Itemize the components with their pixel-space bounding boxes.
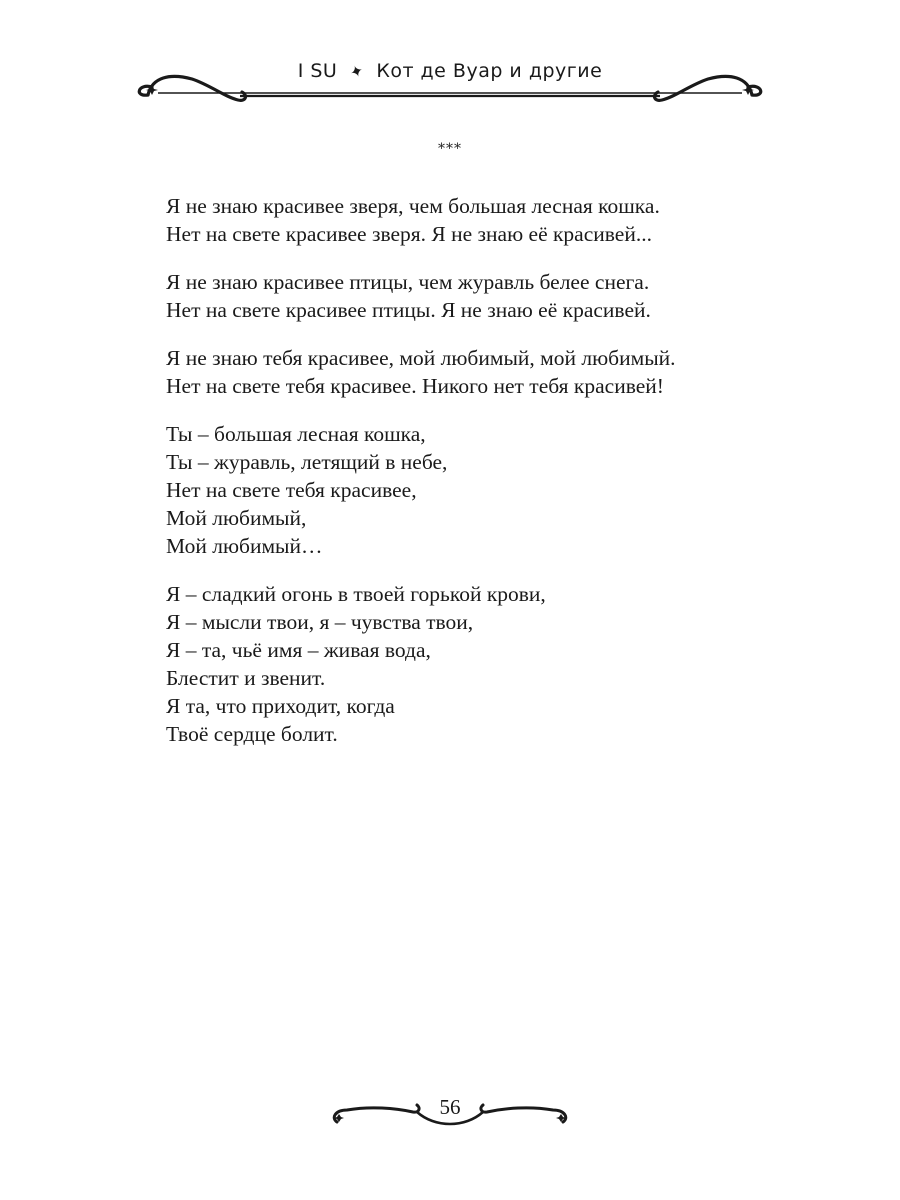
poem-line: Блестит и звенит. — [166, 666, 326, 690]
section-separator: *** — [438, 141, 462, 157]
poem-body — [166, 192, 806, 768]
poem-line: Мой любимый, — [166, 506, 307, 530]
poem-line: Ты – большая лесная кошка, — [166, 422, 426, 446]
poem-line: Нет на свете тебя красивее, — [166, 478, 417, 502]
poem-line: Твоё сердце болит. — [166, 722, 338, 746]
running-header-title — [130, 60, 770, 82]
poem-line: Я – мысли твои, я – чувства твои, — [166, 610, 474, 634]
stanza-4 — [166, 420, 806, 560]
poem-line: Я не знаю красивее птицы, чем журавль белее снега. — [166, 270, 650, 294]
poem-line: Я не знаю красивее зверя, чем большая лесная кошка. — [166, 194, 660, 218]
poem-line: Я – сладкий огонь в твоей горькой крови, — [166, 582, 546, 606]
author-name: I SU — [297, 60, 338, 82]
stanza-3 — [166, 344, 806, 400]
running-header — [130, 55, 770, 115]
stanza-5 — [166, 580, 806, 748]
page-number: 56 — [439, 1095, 461, 1119]
stanza-1 — [166, 192, 806, 248]
poem-line: Нет на свете красивее птицы. Я не знаю её красивей. — [166, 298, 651, 322]
poem-line: Я – та, чьё имя – живая вода, — [166, 638, 431, 662]
poem-line: Нет на свете красивее зверя. Я не знаю её красивей... — [166, 222, 652, 246]
page-footer — [325, 1088, 575, 1138]
poem-line: Я не знаю тебя красивее, мой любимый, мой любимый. — [166, 346, 676, 370]
poem-line: Ты – журавль, летящий в небе, — [166, 450, 448, 474]
poem-line: Мой любимый… — [166, 534, 323, 558]
stanza-2 — [166, 268, 806, 324]
star-icon: ✦ — [347, 60, 367, 83]
poem-line: Я та, что приходит, когда — [166, 694, 395, 718]
book-title: Кот де Вуар и другие — [376, 60, 603, 82]
poem-line: Нет на свете тебя красивее. Никого нет тебя красивей! — [166, 374, 664, 398]
